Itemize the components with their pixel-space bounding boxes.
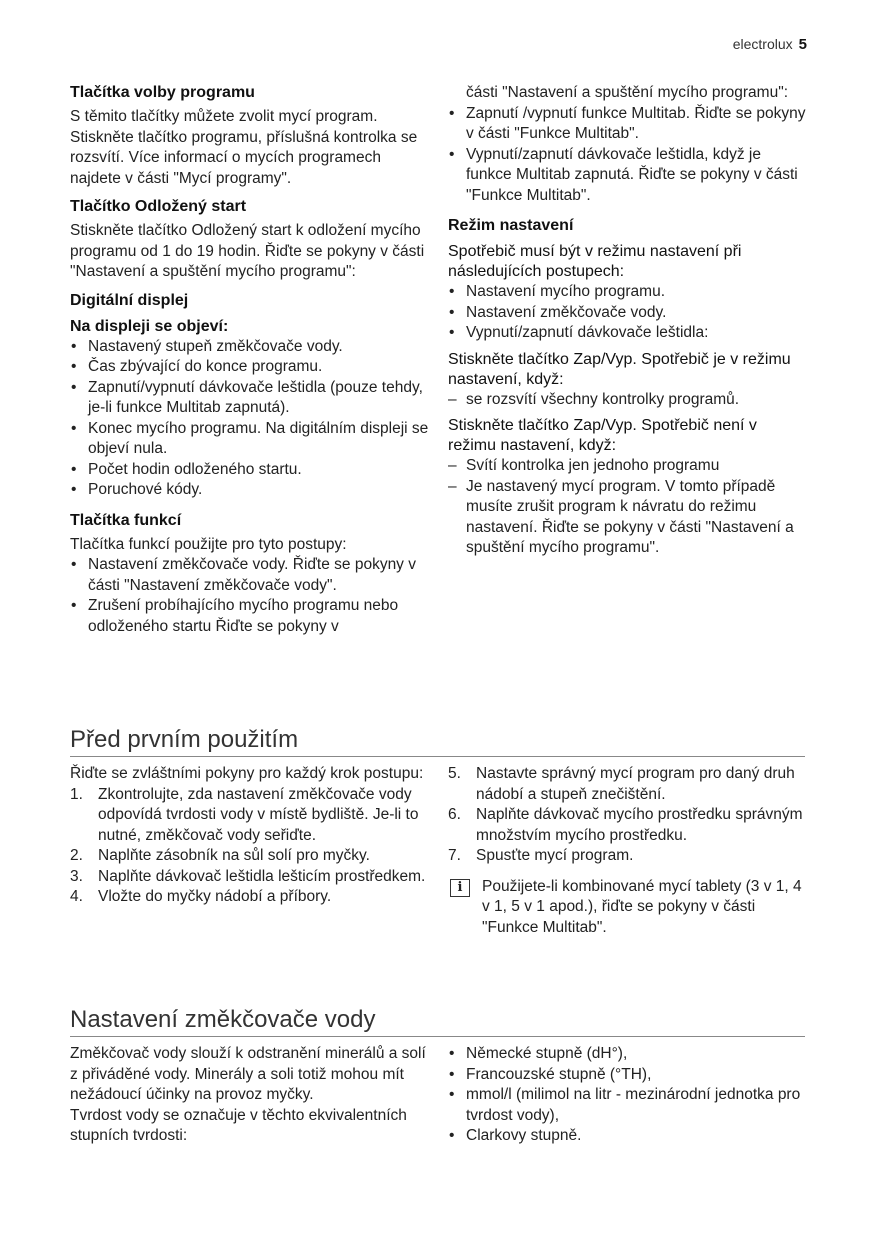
- list-item: – se rozsvítí všechny kontrolky programů.: [448, 390, 808, 411]
- list-item: 7. Spusťte mycí program.: [448, 847, 634, 864]
- list-item: • Francouzské stupně (°TH),: [448, 1065, 808, 1086]
- page-number: 5: [798, 36, 807, 53]
- list-item: • Zapnutí/vypnutí dávkovače leštidla (pouze tehdy, je-li funkce Multitab zapnutá).: [70, 378, 430, 419]
- upper-left-column: [70, 83, 430, 637]
- setting-mode-condition: Spotřebič musí být v režimu nastavení při následujících postupech:: [448, 243, 742, 280]
- delay-start-text: Stiskněte tlačítko Odložený start k odložení mycího programu od 1 do 19 hodin. Řiďte se pokyny v části "Nastavení a spuštění mycího programu":: [70, 222, 425, 280]
- info-icon: i: [450, 879, 470, 897]
- list-item: 2. Naplňte zásobník na sůl solí pro myčky.: [70, 847, 370, 864]
- info-text: Použijete-li kombinované mycí tablety (3 v 1, 4 v 1, 5 v 1 apod.), řiďte se pokyny v části "Funkce Multitab".: [482, 877, 802, 936]
- function-buttons-text: Tlačítka funkcí použijte pro tyto postupy:: [70, 535, 347, 553]
- not-setting-mode-text: Stiskněte tlačítko Zap/Vyp. Spotřebič není v režimu nastavení, když:: [448, 417, 757, 454]
- softener-text-2: Tvrdost vody se označuje v těchto ekvivalentních stupních tvrdosti:: [70, 1106, 407, 1144]
- list-item: • Čas zbývající do konce programu.: [70, 357, 430, 378]
- brand-name: electrolux: [732, 36, 793, 52]
- list-item: • Vypnutí/zapnutí dávkovače leštidla, když je funkce Multitab zapnutá. Řiďte se pokyny v části "Funkce Multitab".: [448, 145, 808, 207]
- list-item: • Konec mycího programu. Na digitálním displeji se objeví nula.: [70, 419, 430, 460]
- list-item: • Nastavení mycího programu.: [448, 282, 808, 303]
- heading-setting-mode: Režim nastavení: [448, 217, 574, 234]
- hardness-units-list: [448, 1044, 808, 1147]
- page-header: [733, 36, 807, 53]
- list-item: • Počet hodin odloženého startu.: [70, 460, 430, 481]
- list-item: 5. Nastavte správný mycí program pro daný druh nádobí a stupeň znečištění.: [448, 765, 795, 803]
- list-item: • Nastavený stupeň změkčovače vody.: [70, 337, 430, 358]
- section3-right-column: [448, 1044, 808, 1147]
- steps-list-left: [70, 785, 430, 908]
- info-note: [448, 877, 808, 939]
- list-item: • Zapnutí /vypnutí funkce Multitab. Řiďte se pokyny v části "Funkce Multitab".: [448, 104, 808, 145]
- display-list: [70, 337, 430, 501]
- upper-right-column: [448, 83, 808, 559]
- list-item: • Německé stupně (dH°),: [448, 1044, 808, 1065]
- list-item: • Poruchové kódy.: [70, 480, 430, 501]
- display-subheading: Na displeji se objeví:: [70, 317, 229, 335]
- in-setting-mode-text: Stiskněte tlačítko Zap/Vyp. Spotřebič je v režimu nastavení, když:: [448, 350, 791, 388]
- list-item: • mmol/l (milimol na litr - mezinárodní jednotka pro tvrdost vody),: [448, 1085, 808, 1126]
- heading-program-buttons: Tlačítka volby programu: [70, 84, 255, 101]
- section2-right-column: [448, 764, 808, 938]
- section-title-water-softener: Nastavení změkčovače vody: [70, 1006, 805, 1037]
- steps-list-right: [448, 764, 808, 867]
- heading-delay-start: Tlačítko Odložený start: [70, 198, 247, 215]
- list-item: • Clarkovy stupně.: [448, 1126, 808, 1147]
- list-item: 3. Naplňte dávkovač leštidla lešticím prostředkem.: [70, 867, 426, 885]
- setting-mode-list: [448, 282, 808, 344]
- continuation-text: části "Nastavení a spuštění mycího programu":: [466, 84, 789, 101]
- list-item: 1. Zkontrolujte, zda nastavení změkčovače vody odpovídá tvrdosti vody v místě bydliště. Je-li to nutné, změkčovač vody seřiďte.: [70, 785, 419, 844]
- not-setting-mode-list: [448, 456, 808, 559]
- heading-function-buttons: Tlačítka funkcí: [70, 511, 182, 529]
- section3-left-column: [70, 1044, 430, 1147]
- list-item: • Zrušení probíhajícího mycího programu nebo odloženého startu Řiďte se pokyny v: [70, 596, 430, 637]
- list-item: • Nastavení změkčovače vody.: [448, 303, 808, 324]
- section2-left-column: [70, 764, 430, 908]
- section-title-before-first-use: Před prvním použitím: [70, 726, 805, 757]
- list-item: • Vypnutí/zapnutí dávkovače leštidla:: [448, 323, 808, 344]
- section2-intro: Řiďte se zvláštními pokyny pro každý krok postupu:: [70, 765, 424, 782]
- list-item: – Je nastavený mycí program. V tomto případě musíte zrušit program k návratu do režimu nastavení. Řiďte se pokyny v části "Nastavení a spuštění mycího programu".: [448, 477, 808, 559]
- list-item: 4. Vložte do myčky nádobí a příbory.: [70, 888, 332, 905]
- list-item: • Nastavení změkčovače vody. Řiďte se pokyny v části "Nastavení změkčovače vody".: [70, 555, 430, 596]
- program-buttons-text: S těmito tlačítky můžete zvolit mycí program. Stiskněte tlačítko programu, příslušná kontrolka se rozsvítí. Více informací o mycích programech najdete v části "Mycí programy".: [70, 108, 418, 187]
- heading-digital-display: Digitální displej: [70, 291, 189, 309]
- function-list: [70, 555, 430, 637]
- softener-text-1: Změkčovač vody slouží k odstranění minerálů a solí z přiváděné vody. Minerály a soli totiž mohou mít nežádoucí účinky na provoz myčky.: [70, 1045, 426, 1103]
- list-item: – Svítí kontrolka jen jednoho programu: [448, 456, 808, 477]
- continuation-list: [448, 104, 808, 207]
- in-setting-mode-list: [448, 390, 808, 411]
- list-item: 6. Naplňte dávkovač mycího prostředku správným množstvím mycího prostředku.: [448, 806, 803, 844]
